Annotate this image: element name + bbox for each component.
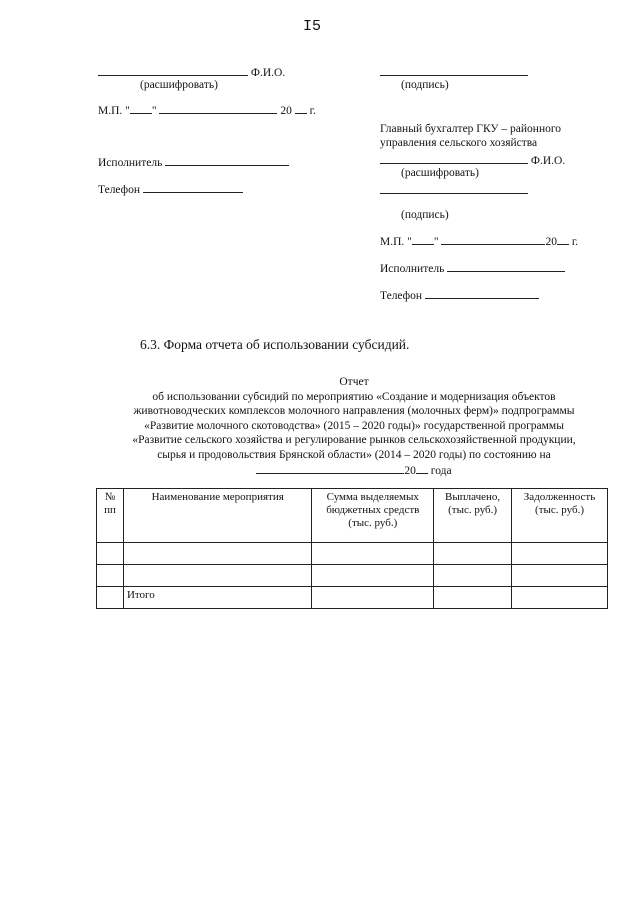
table-cell[interactable] — [434, 543, 512, 565]
right-executor-line — [380, 260, 565, 276]
right-day-blank[interactable] — [412, 233, 434, 245]
report-date-line — [96, 462, 612, 479]
left-mp-label: М.П. " — [98, 105, 130, 117]
table-header-row — [97, 489, 608, 543]
table-cell[interactable] — [312, 543, 434, 565]
right-year-suffix: г. — [571, 236, 579, 248]
section-heading: 6.3. Форма отчета об использовании субсидий. — [140, 337, 410, 352]
report-line-1: об использовании субсидий по мероприятию «Создание и модернизация объектов — [152, 390, 556, 403]
right-phone-label: Телефон — [380, 290, 423, 302]
right-signature-label: (подпись) — [401, 79, 449, 91]
left-day-blank[interactable] — [130, 102, 152, 114]
right-name-blank[interactable] — [380, 152, 528, 164]
left-decode-label: (расшифровать) — [140, 79, 218, 91]
left-executor-label: Исполнитель — [98, 157, 163, 169]
accountant-line1: Главный бухгалтер ГКУ – районного — [380, 123, 562, 135]
table-cell[interactable] — [512, 587, 608, 609]
table-total-row — [97, 587, 608, 609]
right-signature2-blank-line — [380, 182, 528, 198]
left-fio-label: Ф.И.О. — [250, 67, 286, 79]
col-header-budget: Сумма выделяемых бюджетных средств (тыс. руб.) — [312, 489, 434, 543]
left-quote: " — [151, 105, 157, 117]
table-cell[interactable] — [97, 543, 124, 565]
total-label: Итого — [123, 587, 311, 609]
left-phone-blank[interactable] — [143, 181, 243, 193]
left-executor-blank[interactable] — [165, 154, 289, 166]
left-executor-line — [98, 154, 289, 170]
left-year-blank[interactable] — [295, 102, 307, 114]
report-line-5: сырья и продовольствия Брянской области» (2014 – 2020 годы) по состоянию на — [157, 448, 551, 461]
table-cell[interactable] — [123, 565, 311, 587]
report-year-blank[interactable] — [416, 462, 428, 474]
col-header-paid: Выплачено, (тыс. руб.) — [434, 489, 512, 543]
col-header-debt: Задолженность (тыс. руб.) — [512, 489, 608, 543]
page-number: I5 — [303, 18, 322, 35]
right-month-blank[interactable] — [441, 233, 545, 245]
left-phone-line — [98, 181, 243, 197]
report-line-3: «Развитие молочного скотоводства» (2015 – 2020 годы)» государственной программы — [144, 419, 564, 432]
table-cell[interactable] — [434, 565, 512, 587]
report-date-prefix: 20 — [404, 465, 416, 477]
left-mp-line — [98, 102, 316, 118]
report-date-blank[interactable] — [256, 462, 404, 474]
left-year-prefix: 20 — [280, 105, 292, 117]
right-mp-label: М.П. " — [380, 236, 412, 248]
report-line-2: животноводческих комплексов молочного направления (молочных ферм)» подпрограммы — [133, 405, 575, 417]
report-text — [96, 375, 612, 479]
report-table — [96, 488, 608, 609]
col-header-number: № пп — [97, 489, 124, 543]
left-name-blank[interactable] — [98, 64, 248, 76]
table-cell[interactable] — [97, 565, 124, 587]
table-cell[interactable] — [434, 587, 512, 609]
col-header-name: Наименование мероприятия — [123, 489, 311, 543]
left-month-blank[interactable] — [159, 102, 277, 114]
right-year-prefix: 20 — [545, 236, 557, 248]
right-signature2-label: (подпись) — [401, 209, 449, 221]
accountant-line2: управления сельского хозяйства — [380, 137, 538, 149]
table-cell[interactable] — [312, 565, 434, 587]
right-decode-label: (расшифровать) — [401, 167, 479, 179]
left-year-suffix: г. — [309, 105, 316, 117]
right-signature-blank[interactable] — [380, 64, 528, 76]
right-executor-blank[interactable] — [447, 260, 565, 272]
left-phone-label: Телефон — [98, 184, 141, 196]
right-year-blank[interactable] — [557, 233, 569, 245]
table-cell[interactable] — [123, 543, 311, 565]
right-fio-label: Ф.И.О. — [530, 155, 566, 167]
table-cell[interactable] — [512, 565, 608, 587]
report-title: Отчет — [339, 376, 369, 388]
right-executor-label: Исполнитель — [380, 263, 445, 275]
right-quote: " — [433, 236, 439, 248]
right-phone-blank[interactable] — [425, 287, 539, 299]
table-cell[interactable] — [512, 543, 608, 565]
right-signature2-blank[interactable] — [380, 182, 528, 194]
report-date-suffix: года — [430, 465, 452, 477]
table-row — [97, 543, 608, 565]
right-phone-line — [380, 287, 539, 303]
table-row — [97, 565, 608, 587]
right-mp-line — [380, 233, 578, 249]
report-line-4: «Развитие сельского хозяйства и регулирование рынков сельскохозяйственной продукции, — [132, 434, 576, 446]
table-cell[interactable] — [97, 587, 124, 609]
table-cell[interactable] — [312, 587, 434, 609]
